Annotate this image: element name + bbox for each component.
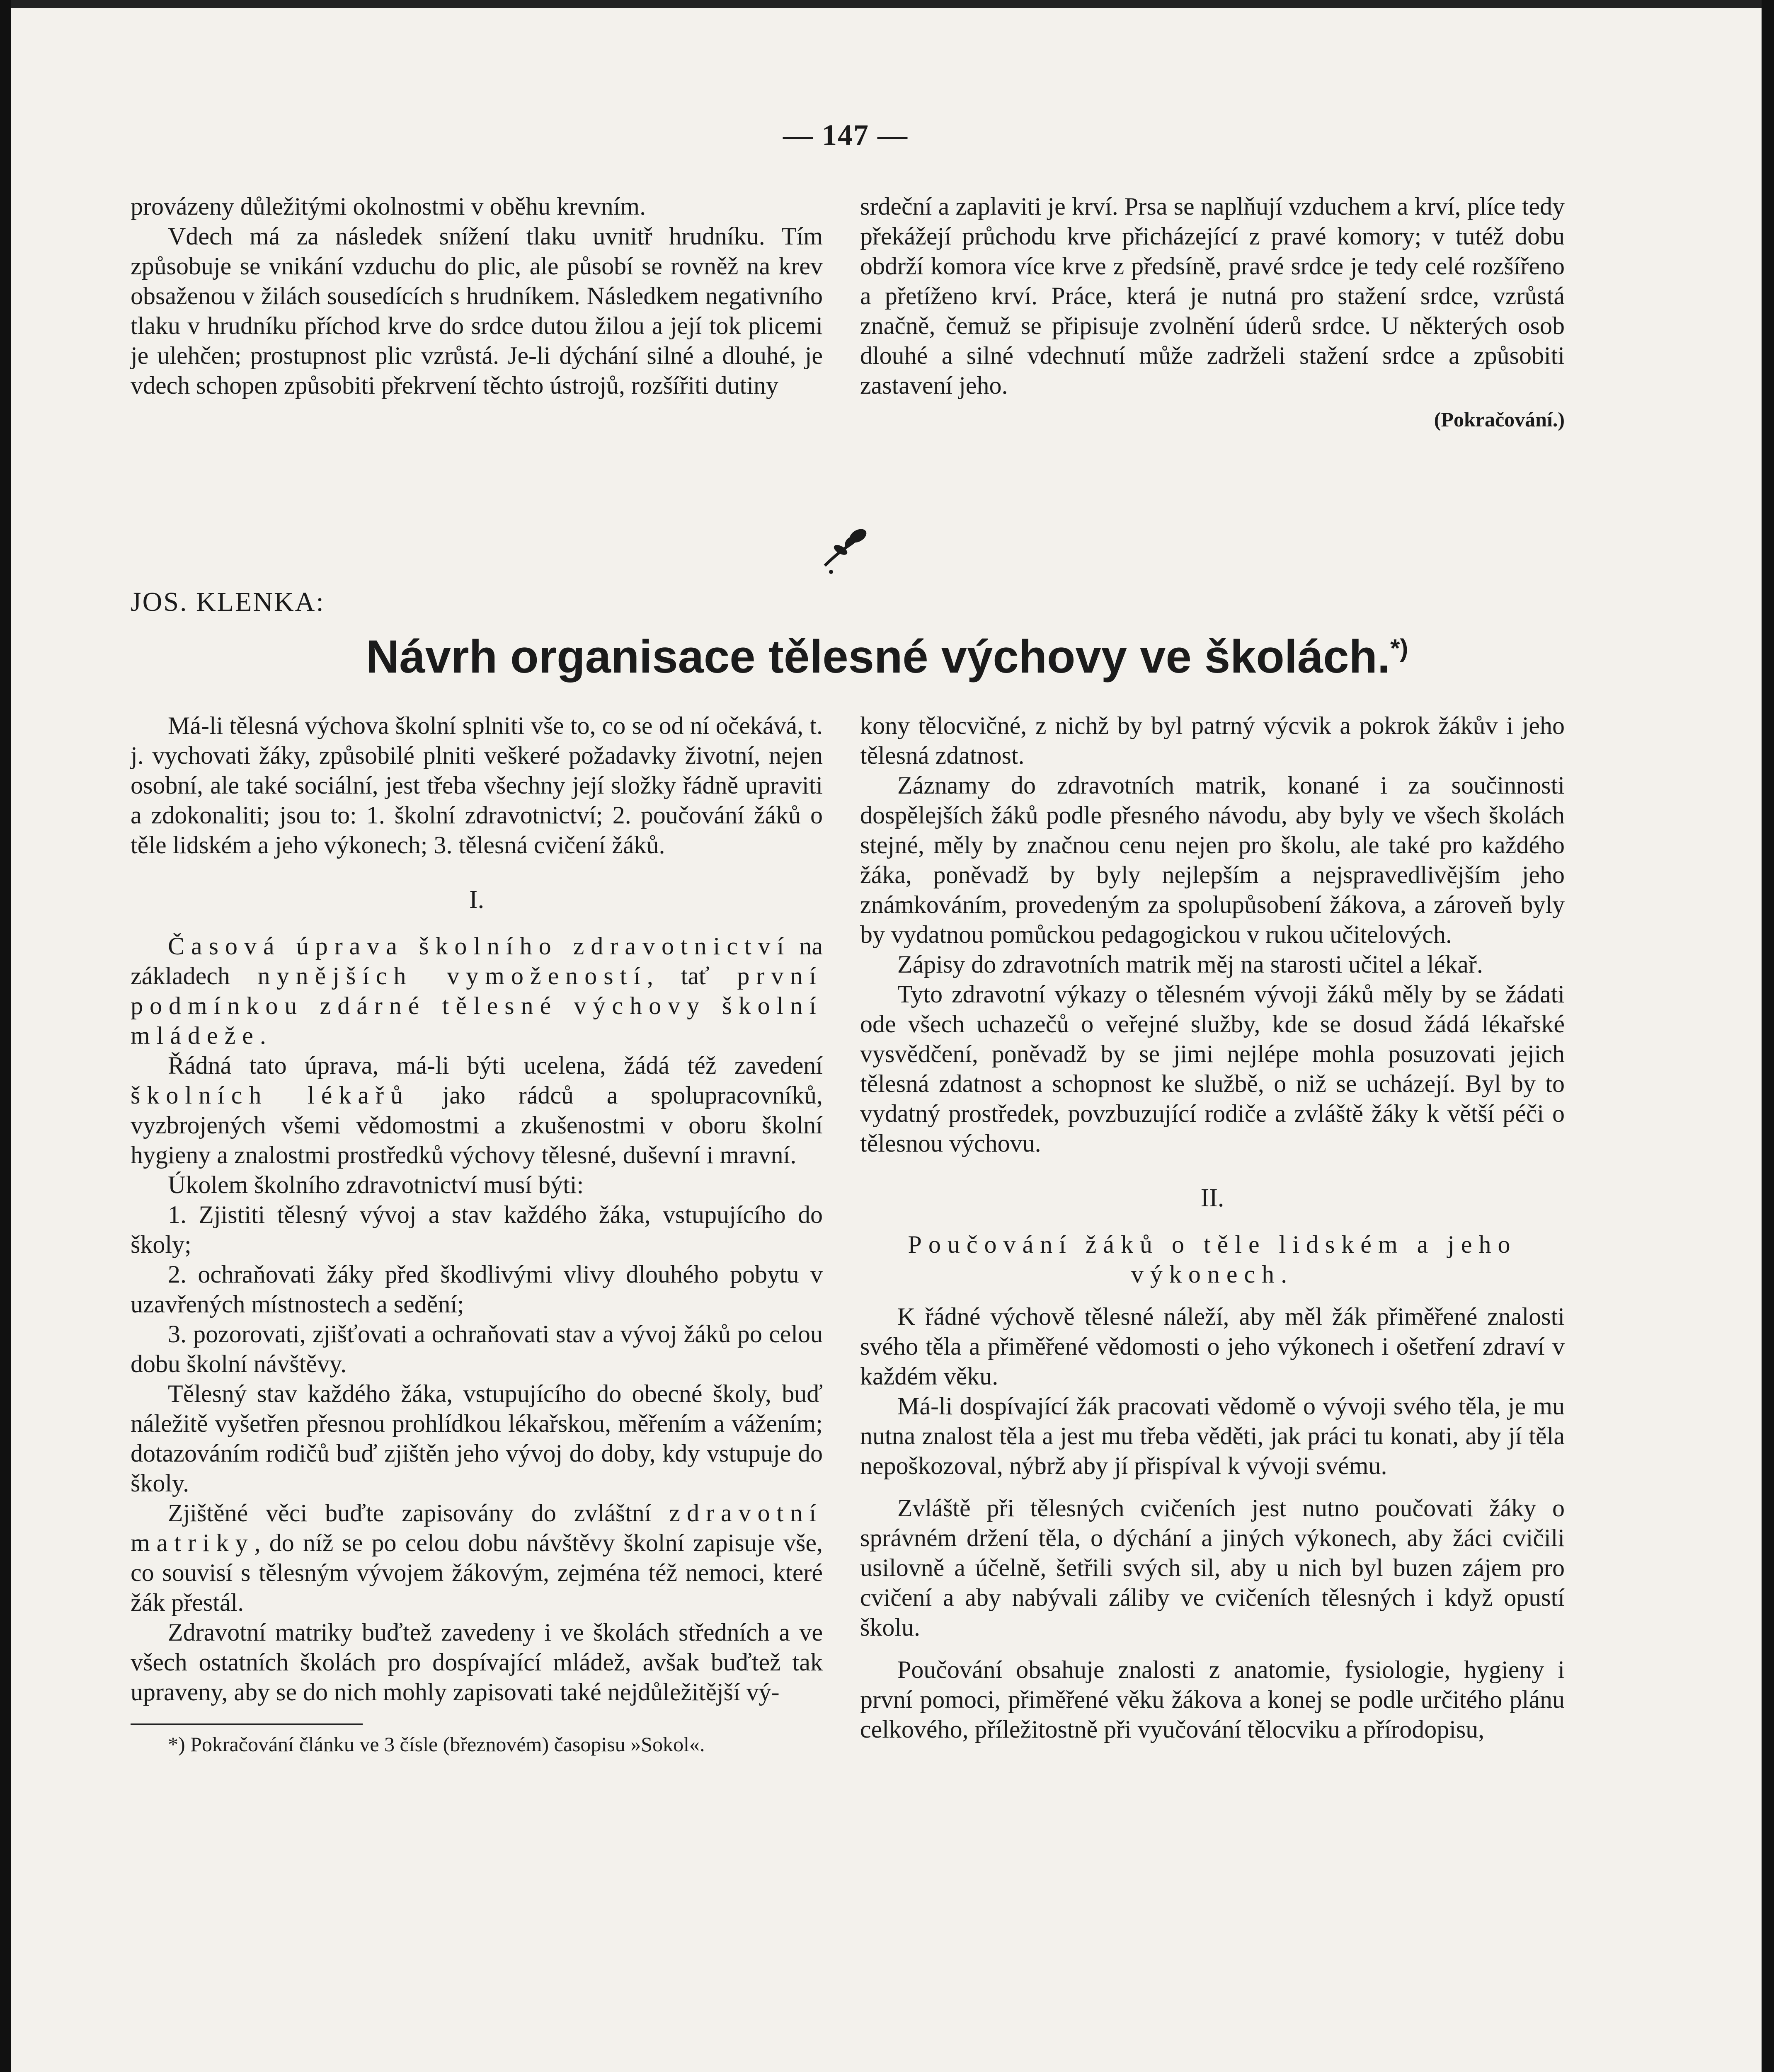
article-title-text: Návrh organisace tělesné výchovy ve školách. <box>366 631 1391 683</box>
paragraph: Poučování obsahuje znalosti z anatomie, fysiologie, hygieny i první pomoci, přiměřené věku žákova a konej se podle určitého plánu celkového, příležitostně při vyučování tělocviku a přírodopisu, <box>860 1656 1565 1743</box>
paragraph: Má-li dospívající žák pracovati vědomě o vývoji svého těla, je mu nutna znalost těla a jest mu třeba věděti, jak práci tu konati, aby jí těla nepoškozoval, nýbrž aby jí přispíval k vývoji svému. <box>860 1392 1565 1479</box>
article-title <box>124 630 1650 683</box>
paragraph <box>131 1051 823 1170</box>
text-run: Zjištěné věci buďte zapisovány do zvláštní <box>168 1499 669 1527</box>
paragraph: Tělesný stav každého žáka, vstupujícího do obecné školy, buď náležitě vyšetřen přesnou prohlídkou lékařskou, měřením a vážením; dotazováním rodičů buď zjištěn jeho vývoj do doby, kdy vstupuje do školy. <box>131 1380 823 1497</box>
emphasis: první podmínkou zdárné tělesné výchovy školní mládeže. <box>131 962 823 1049</box>
paragraph: Úkolem školního zdravotnictví musí býti: <box>168 1171 584 1198</box>
paragraph: Má-li tělesná výchova školní splniti vše to, co se od ní očekává, t. j. vychovati žáky, způsobilé plniti veškeré požadavky životní, nejen osobní, ale také sociální, jest třeba všechny její složky řádně upraviti a zdokonaliti; jsou to: 1. školní zdravotnictví; 2. poučování žáků o těle lidském a jeho výkonech; 3. tělesná cvičení žáků. <box>131 712 823 859</box>
paragraph: Zdravotní matriky buďtež zavedeny i ve školách středních a ve všech ostatních školách pro dospívající mládež, avšak buďtež tak upraveny, aby se do nich mohly zapisovati také nejdůležitější vý- <box>131 1619 823 1706</box>
paragraph: Záznamy do zdravotních matrik, konané i za součinnosti dospělejších žáků podle přesného návodu, aby byly ve všech školách stejné, měly by značnou cenu nejen pro školu, ale také pro každého žáka, poněvadž by byly nejlepším a nejspravedlivějším jeho známkováním, provedeným za spolupůsobení žákova, a zároveň byly by vydatnou pomůckou pedagogickou v rukou učitelových. <box>860 772 1565 948</box>
paragraph: K řádné výchově tělesné náleží, aby měl žák přiměřené znalosti svého těla a přiměřené vědomosti o jeho výkonech i ošetření zdraví v každém věku. <box>860 1303 1565 1390</box>
paragraph: srdeční a zaplaviti je krví. Prsa se naplňují vzduchem a krví, plíce tedy překážejí průchodu krve přicházející z pravé komory; v tutéž dobu obdrží komora více krve z předsíně, pravé srdce je tedy celé rozšířeno a přetíženo krví. Práce, která je nutná pro stažení srdce, vzrůstá značně, čemuž se připisuje zvolnění úderů srdce. U některých osob dlouhé a silné vdechnutí může zadrželi stažení srdce a způsobiti zastavení jeho. <box>860 193 1565 399</box>
text-run: na základech <box>131 932 823 990</box>
emphasis: nynějších vymožeností <box>257 962 647 990</box>
paragraph: Vdech má za následek snížení tlaku uvnitř hrudníku. Tím způsobuje se vnikání vzduchu do plic, ale působí se rovněž na krev obsaženou v žilách sousedících s hrudníkem. Následkem negativního tlaku v hrudníku příchod krve do srdce dutou žilou a její tok plicemi je ulehčen; prostupnost plic vzrůstá. Je-li dýchání silné a dlouhé, je vdech schopen způsobiti překrvení těchto ústrojů, rozšířiti dutiny <box>131 223 823 399</box>
paragraph: kony tělocvičné, z nichž by byl patrný výcvik a pokrok žákův i jeho tělesná zdatnost. <box>860 712 1565 769</box>
continued-text-right-column <box>860 191 1565 434</box>
scan-border-top <box>0 0 1774 8</box>
text-run: jako rádců a spolupracovníků, vyzbrojených všemi vědomostmi a zkušenostmi v oboru školní hygieny a znalostmi prostředků výchovy tělesné, duševní i mravní. <box>131 1082 823 1169</box>
article-left-column <box>131 711 823 1757</box>
paragraph: Zvláště při tělesných cvičeních jest nutno poučovati žáky o správném držení těla, o dýchání a jiných výkonech, aby žáci cvičili usilovně a účelně, šetřili svých sil, aby u nich byl buzen zájem pro cvičení a aby nabývali záliby ve cvičeních tělesných i když opustí školu. <box>860 1494 1565 1641</box>
paragraph: 2. ochraňovati žáky před škodlivými vlivy dlouhého pobytu v uzavřených místnostech a sedění; <box>131 1261 823 1318</box>
text-run: , tať <box>647 962 737 990</box>
emphasis: školních lékařů <box>131 1082 410 1109</box>
text-run: Řádná tato úprava, má-li býti ucelena, žádá též zavedení <box>168 1052 823 1079</box>
footnote: *) Pokračování článku ve 3 čísle (březnovém) časopisu »Sokol«. <box>168 1733 705 1756</box>
scan-border-right <box>1762 0 1774 2072</box>
section-heading: Poučování žáků o těle lidském a jeho výkonech. <box>908 1231 1517 1288</box>
section-number: II. <box>1200 1184 1224 1212</box>
scan-border-left <box>0 0 11 2072</box>
paragraph <box>131 931 823 1051</box>
floral-ornament-icon <box>817 520 875 578</box>
article-right-column <box>860 711 1565 1744</box>
page-number: — 147 — <box>783 119 908 152</box>
footnote-divider <box>131 1723 363 1725</box>
paragraph <box>131 1498 823 1617</box>
paragraph: Tyto zdravotní výkazy o tělesném vývoji žáků měly by se žádati ode všech uchazečů o veřejné služby, kde se dosud žádá lékařské vysvědčení, poněvadž by se jimi nejlépe mohla posuzovati jejich tělesná zdatnost a schopnost ke službě, o niž se ucházejí. Byl by to vydatný prostředek, povzbuzující rodiče a zvláště žáky k větší péči o tělesnou výchovu. <box>860 980 1565 1157</box>
paragraph: Zápisy do zdravotních matrik měj na starosti učitel a lékař. <box>897 951 1483 978</box>
continued-note: (Pokračování.) <box>1434 408 1565 431</box>
paragraph: 1. Zjistiti tělesný vývoj a stav každého žáka, vstupujícího do školy; <box>131 1201 823 1258</box>
author-byline: JOS. KLENKA: <box>131 587 325 617</box>
continued-text-left-column <box>131 191 823 400</box>
paragraph: 3. pozorovati, zjišťovati a ochraňovati stav a vývoj žáků po celou dobu školní návštěvy. <box>131 1320 823 1377</box>
paragraph: provázeny důležitými okolnostmi v oběhu krevním. <box>131 193 646 220</box>
emphasis: zdravotní matriky <box>131 1499 823 1556</box>
title-footnote-mark: *) <box>1390 634 1408 662</box>
section-number: I. <box>469 886 485 914</box>
emphasis: Časová úprava školního zdravotnictví <box>168 932 791 960</box>
text-run: , do níž se po celou dobu návštěvy školní zapisuje vše, co souvisí s tělesným vývojem žákovým, zejména též nemoci, které žák přestál. <box>131 1529 823 1616</box>
